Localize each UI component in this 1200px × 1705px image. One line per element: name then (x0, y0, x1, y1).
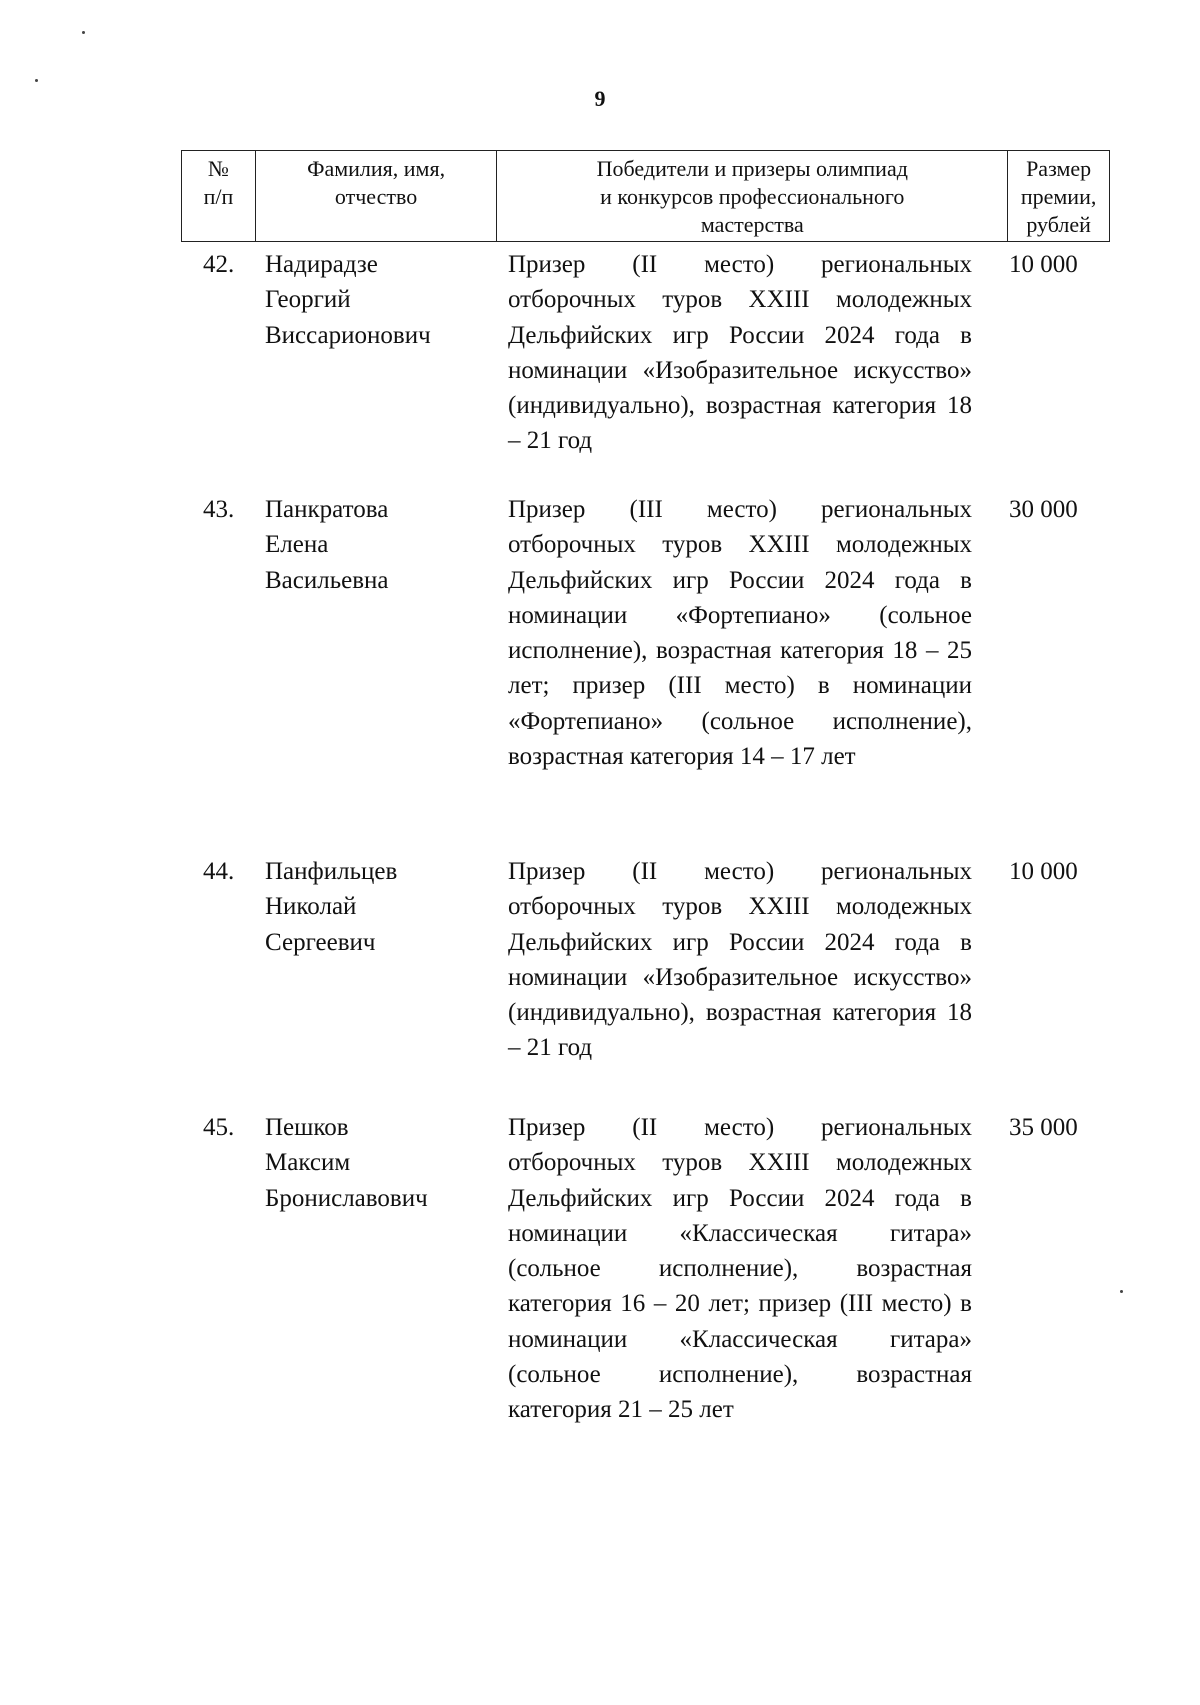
row-prize-amount: 30 000 (1009, 496, 1078, 523)
page-number: 9 (594, 86, 606, 111)
row-number: 43. (203, 496, 235, 523)
row-achievement: Призер (III место) региональных отборочных туров XXIII молодежных Дельфийских игр России 2024 года в номинации «Фортепиано» (сольное исполнение), возрастная категория 18 – 25 лет; призер (III место) в номинации «Фортепиано» (сольное исполнение), возрастная категория 14 – 17 лет (508, 496, 972, 771)
table-header (181, 150, 1110, 242)
row-number: 42. (203, 251, 235, 278)
row-full-name: Панкратова Елена Васильевна (265, 496, 389, 594)
row-full-name: Пешков Максим Брониславович (265, 1114, 428, 1212)
row-number: 45. (203, 1114, 235, 1141)
header-description-column: Победители и призеры олимпиад и конкурсов профессионального мастерства (497, 151, 1008, 241)
scan-speck (82, 31, 85, 34)
header-name-column: Фамилия, имя, отчество (256, 151, 497, 241)
row-full-name: Панфильцев Николай Сергеевич (265, 858, 398, 956)
row-prize-amount: 35 000 (1009, 1114, 1078, 1141)
row-achievement: Призер (II место) региональных отборочных туров XXIII молодежных Дельфийских игр России 2024 года в номинации «Изобразительное искусство» (индивидуально), возрастная категория 18 – 21 год (508, 858, 972, 1062)
row-prize-amount: 10 000 (1009, 251, 1078, 278)
scan-speck (35, 79, 38, 82)
scan-speck (1120, 1290, 1123, 1293)
row-prize-amount: 10 000 (1009, 858, 1078, 885)
row-achievement: Призер (II место) региональных отборочных туров XXIII молодежных Дельфийских игр России 2024 года в номинации «Классическая гитара» (сольное исполнение), возрастная категория 16 – 20 лет; призер (III место) в номинации «Классическая гитара» (сольное исполнение), возрастная категория 21 – 25 лет (508, 1114, 972, 1424)
header-number-column: № п/п (182, 151, 256, 241)
header-prize-column: Размер премии, рублей (1020, 156, 1097, 237)
row-number: 44. (203, 858, 235, 885)
row-full-name: Надирадзе Георгий Виссарионович (265, 251, 431, 349)
row-achievement: Призер (II место) региональных отборочных туров XXIII молодежных Дельфийских игр России 2024 года в номинации «Изобразительное искусство» (индивидуально), возрастная категория 18 – 21 год (508, 251, 972, 455)
